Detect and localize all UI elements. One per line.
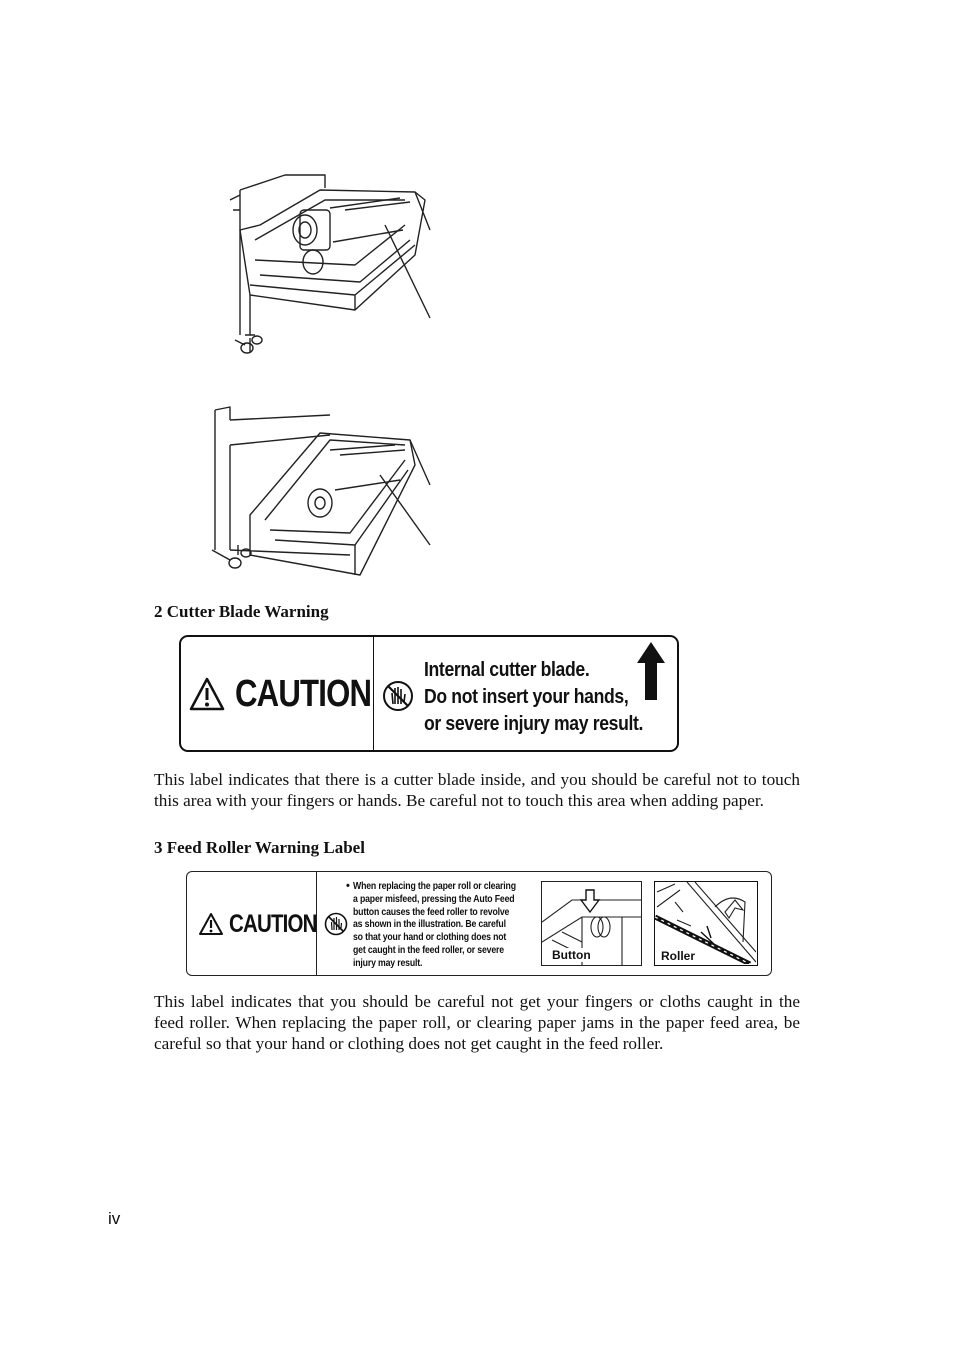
printer-drawer-illustration-bottom [210, 405, 435, 580]
caution-panel-small [187, 872, 317, 975]
feed-roller-instruction-line: When replacing the paper roll or clearing [353, 881, 516, 892]
no-hands-icon [382, 680, 414, 712]
feed-roller-instruction-line: get caught in the feed roller, or severe [353, 944, 504, 956]
warning-triangle-icon [189, 677, 225, 711]
roller-illustration-panel [654, 881, 758, 966]
arrow-up-icon [636, 641, 666, 701]
warning-triangle-icon [198, 912, 224, 936]
section-heading-cutter-blade: 2 Cutter Blade Warning [154, 602, 329, 621]
feed-roller-instruction-line: injury may result. [353, 957, 423, 969]
page-number: iv [108, 1209, 121, 1228]
feed-roller-instruction-line: as shown in the illustration. Be careful [353, 919, 506, 931]
caution-panel [181, 637, 374, 750]
caution-text-block [424, 657, 643, 738]
caution-line-2: Do not insert your hands, [424, 686, 629, 708]
section-heading-feed-roller: 3 Feed Roller Warning Label [154, 838, 365, 857]
button-caption: Button [552, 948, 591, 962]
roller-caption: Roller [661, 949, 696, 963]
printer-drawer-illustration-top [225, 170, 435, 360]
feed-roller-caution-label [186, 871, 772, 976]
cutter-blade-caution-label [179, 635, 679, 752]
cutter-blade-paragraph: This label indicates that there is a cutter blade inside, and you should be careful not to touch this area with your fingers or hands. Be careful not to touch this area when adding paper. [154, 770, 800, 810]
feed-roller-bullet: • [346, 880, 350, 892]
caution-word: CAUTION [235, 673, 372, 715]
feed-roller-instruction-line: so that your hand or clothing does not [353, 932, 507, 944]
feed-roller-instructions [353, 881, 516, 971]
button-illustration-panel [541, 881, 642, 966]
feed-roller-instruction-line: button causes the feed roller to revolve [353, 906, 510, 918]
caution-word-small: CAUTION [229, 910, 317, 938]
feed-roller-paragraph: This label indicates that you should be careful not get your fingers or cloths caught in the feed roller. When replacing the paper roll, or clearing paper jams in the paper feed area, be careful so that your hand or clothing does not get caught in the feed roller. [154, 992, 800, 1053]
caution-line-3: or severe injury may result. [424, 713, 644, 735]
feed-roller-instruction-line: a paper misfeed, pressing the Auto Feed [353, 893, 515, 905]
caution-line-1: Internal cutter blade. [424, 659, 590, 681]
no-hands-icon [324, 912, 348, 936]
